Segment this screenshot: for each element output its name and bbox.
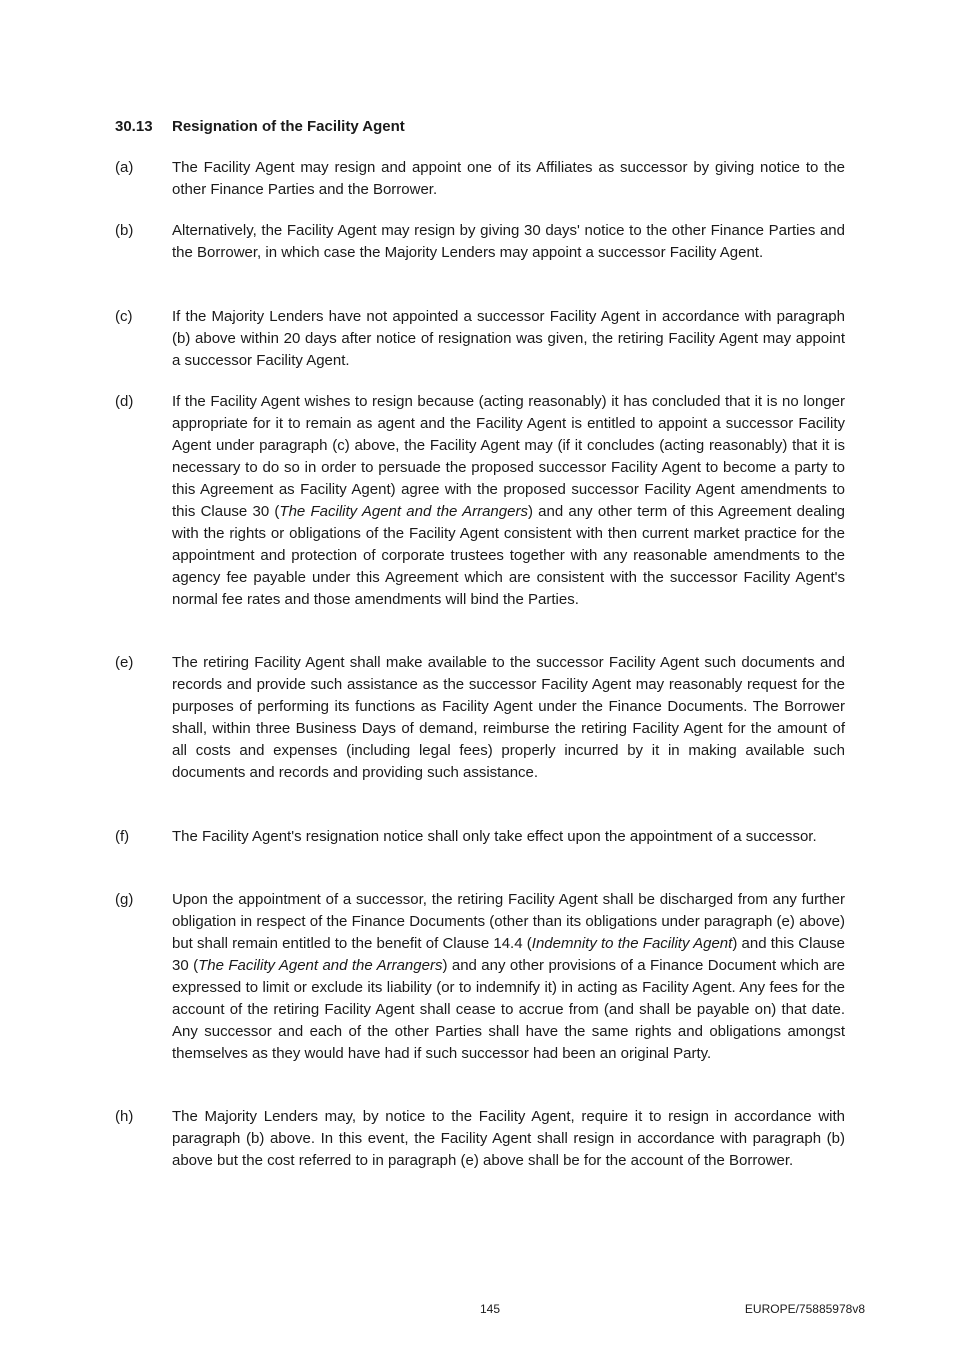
paragraph-label: (a) <box>115 159 134 176</box>
paragraph-label: (h) <box>115 1108 134 1125</box>
paragraph-text <box>172 889 845 1065</box>
paragraph-label: (g) <box>115 891 134 908</box>
text-run: ) and this Clause 30 ( <box>172 935 845 974</box>
page-number: 145 <box>479 1302 501 1316</box>
paragraph-label: (e) <box>115 654 134 671</box>
paragraph-g <box>115 889 845 1065</box>
paragraph-a <box>115 157 845 201</box>
text-run: Upon the appointment of a successor, the retiring Facility Agent shall be discharged from any further obligation in respect of the Finance Documents (other than its obligations under paragraph (e) above) but shall remain entitled to the benefit of Clause 14.4 ( <box>172 891 845 952</box>
text-run: ) and any other provisions of a Finance Document which are expressed to limit or exclude its liability (or to indemnify it) in acting as Facility Agent. Any fees for the account of the retiring Facility Agent shall cease to accrue from (and shall be payable on) that date. Any successor and each of the other Parties shall have the same rights and obligations amongst themselves as they would have had if such successor had been an original Party. <box>172 957 845 1062</box>
paragraph-text: Alternatively, the Facility Agent may resign by giving 30 days' notice to the other Finance Parties and the Borrower, in which case the Majority Lenders may appoint a successor Facility Agent. <box>172 222 845 261</box>
paragraph-h <box>115 1106 845 1172</box>
paragraph-b <box>115 220 845 264</box>
paragraph-text: If the Majority Lenders have not appointed a successor Facility Agent in accordance with paragraph (b) above within 20 days after notice of resignation was given, the retiring Facility Agent may appoint a successor Facility Agent. <box>172 308 845 369</box>
paragraph-label: (b) <box>115 222 134 239</box>
paragraph-text: The Facility Agent's resignation notice shall only take effect upon the appointment of a successor. <box>172 828 817 845</box>
document-reference: EUROPE/75885978v8 <box>744 1302 865 1316</box>
section-title: Resignation of the Facility Agent <box>172 118 405 135</box>
paragraph-f <box>115 826 845 848</box>
section-heading <box>115 117 405 137</box>
paragraph-text: The retiring Facility Agent shall make available to the successor Facility Agent such documents and records and provide such assistance as the successor Facility Agent may reasonably request for the purposes of performing its functions as Facility Agent under the Finance Documents. The Borrower shall, within three Business Days of demand, reimburse the retiring Facility Agent for the amount of all costs and expenses (including legal fees) properly incurred by it in making available such documents and records and providing such assistance. <box>172 654 845 781</box>
text-run: ) and any other term of this Agreement dealing with the rights or obligations of the Facility Agent consistent with then current market practice for the appointment and protection of corporate trustees together with any reasonable amendments to the agency fee payable under this Agreement which are consistent with the successor Facility Agent's normal fee rates and those amendments will bind the Parties. <box>172 503 845 608</box>
clause-reference: The Facility Agent and the Arrangers <box>279 503 528 520</box>
paragraph-text: The Facility Agent may resign and appoint one of its Affiliates as successor by giving notice to the other Finance Parties and the Borrower. <box>172 159 845 198</box>
clause-reference: The Facility Agent and the Arrangers <box>198 957 443 974</box>
section-number: 30.13 <box>115 118 153 135</box>
paragraph-c <box>115 306 845 372</box>
clause-reference: Indemnity to the Facility Agent <box>531 935 733 952</box>
paragraph-d <box>115 391 845 611</box>
paragraph-label: (f) <box>115 828 130 845</box>
paragraph-e <box>115 652 845 784</box>
paragraph-label: (c) <box>115 308 133 325</box>
paragraph-text: The Majority Lenders may, by notice to the Facility Agent, require it to resign in accordance with paragraph (b) above. In this event, the Facility Agent shall resign in accordance with paragraph (b) above but the cost referred to in paragraph (e) above shall be for the account of the Borrower. <box>172 1108 845 1169</box>
paragraph-label: (d) <box>115 393 134 410</box>
paragraph-text <box>172 391 845 611</box>
text-run: If the Facility Agent wishes to resign because (acting reasonably) it has concluded that it is no longer appropriate for it to remain as agent and the Facility Agent is entitled to appoint a successor Facility Agent under paragraph (c) above, the Facility Agent may (if it concludes (acting reasonably) that it is necessary to do so in order to persuade the proposed successor Facility Agent to become a party to this Agreement as Facility Agent) agree with the proposed successor Facility Agent amendments to this Clause 30 ( <box>172 393 845 520</box>
